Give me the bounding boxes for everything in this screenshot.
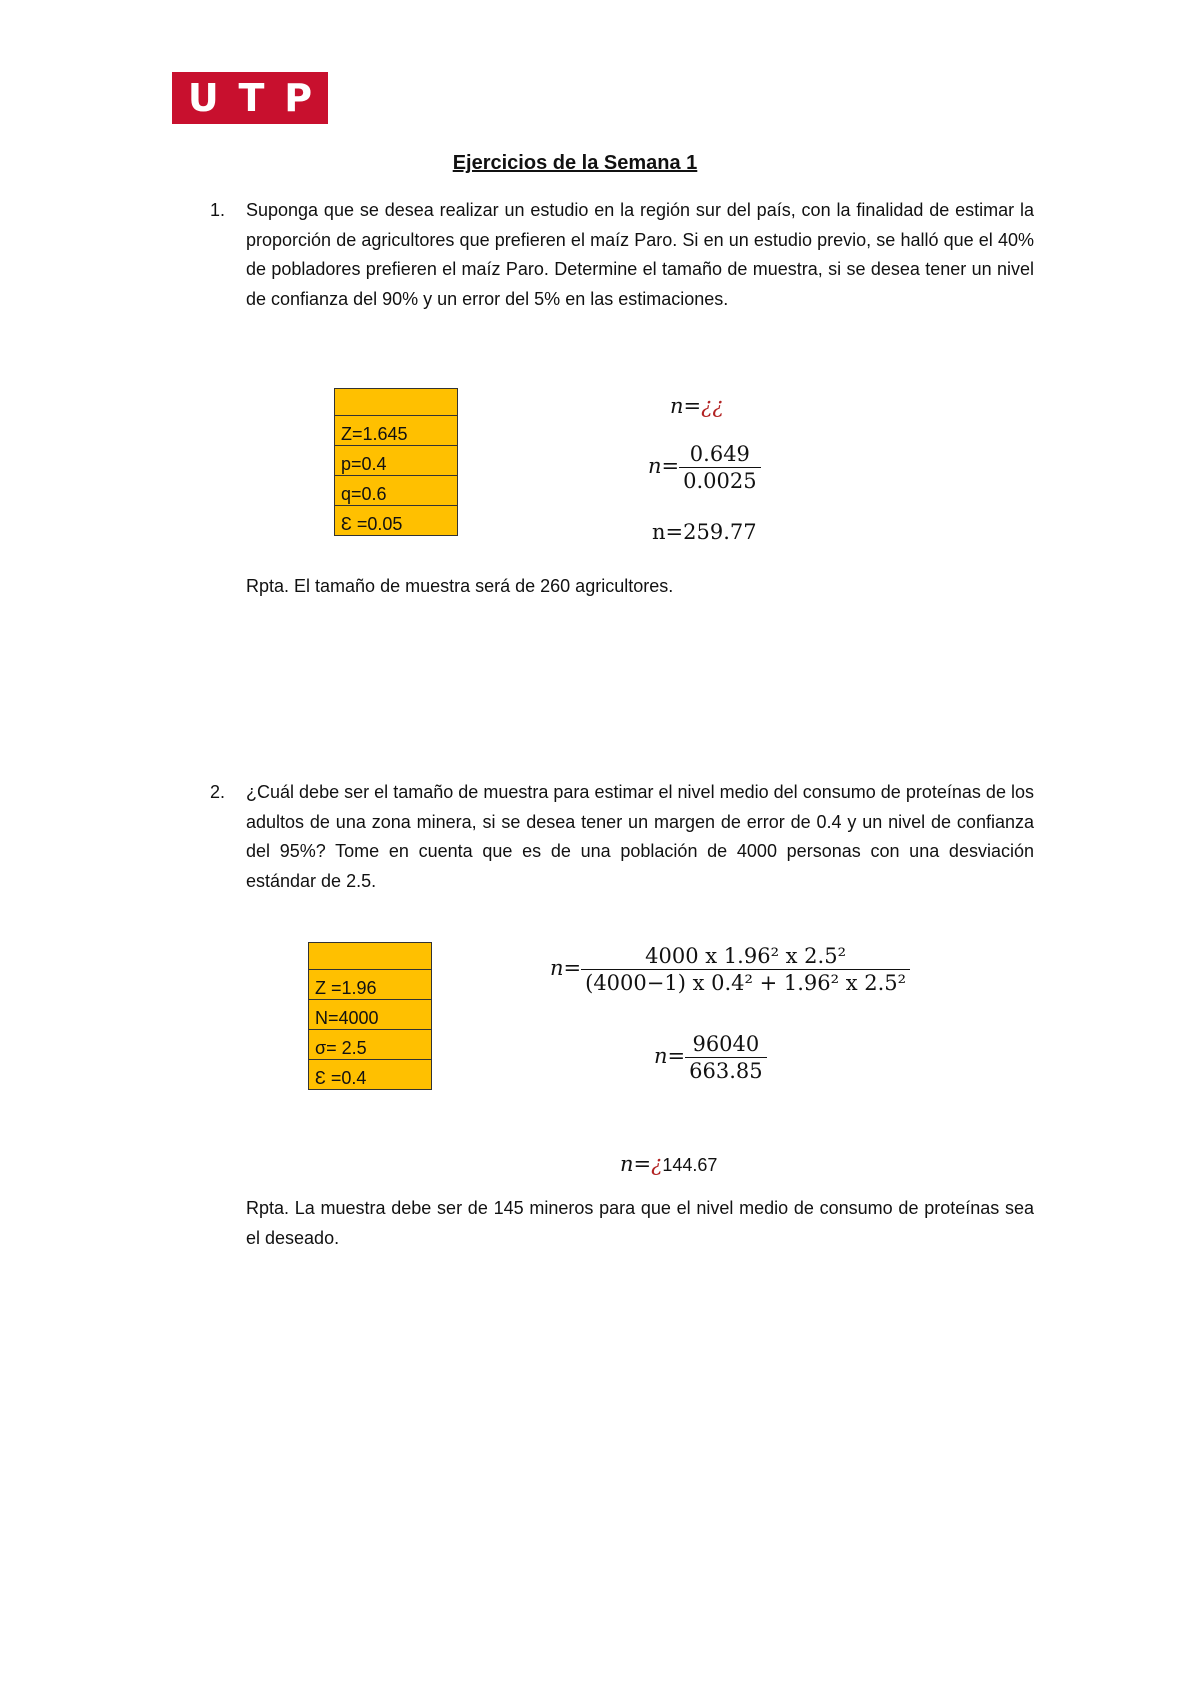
exercise-1-formula-line-2: n= $\frac{0.649}{0.0025}$: [648, 442, 761, 493]
exercise-1: [210, 196, 1034, 314]
fraction: $\frac{\text{4000 x 1.96² x 2.5²}}{\text{(4000−1) x 0.4² + 1.96² x 2.5²}}$: [581, 944, 910, 995]
exercise-1-number: 1.: [210, 200, 226, 220]
exercise-2-answer: Rpta. La muestra debe ser de 145 mineros para que el nivel medio de consumo de proteínas sea el deseado.: [246, 1198, 1034, 1248]
fraction: $\frac{0.649}{0.0025}$: [679, 442, 760, 493]
fraction: $\frac{96040}{663.85}$: [685, 1032, 766, 1083]
variable-cell: Ɛ =0.05: [335, 506, 458, 536]
utp-logo: [172, 72, 328, 124]
exercise-2-formula-line-1: n= $\frac{\text{4000 x 1.96² x 2.5²}}{\text{(4000−1) x 0.4² + 1.96² x 2.5²}}$: [550, 944, 910, 995]
variable-cell: Ɛ =0.4: [309, 1060, 432, 1090]
variable-cell: Z =1.96: [309, 970, 432, 1000]
exercise-2-text: ¿Cuál debe ser el tamaño de muestra para estimar el nivel medio del consumo de proteínas de los adultos de una zona minera, si se desea tener un margen de error de 0.4 y un nivel de confianza del 95%? Tome en cuenta que es de una población de 4000 personas con una desviación estándar de 2.5.: [246, 782, 1034, 891]
exercise-2-variables-table: [308, 942, 432, 1090]
exercise-2: [210, 778, 1034, 896]
variable-cell: σ= 2.5: [309, 1030, 432, 1060]
variable-cell: p=0.4: [335, 446, 458, 476]
logo-letter-t: T: [238, 76, 265, 120]
variable-cell: N=4000: [309, 1000, 432, 1030]
exercise-2-number: 2.: [210, 782, 226, 802]
logo-letter-u: U: [187, 76, 219, 120]
exercise-1-formula-line-3: n=259.77: [652, 520, 757, 544]
exercise-1-formula-line-1: n=¿¿: [670, 394, 724, 418]
page-title: Ejercicios de la Semana 1: [452, 152, 698, 174]
variable-cell: q=0.6: [335, 476, 458, 506]
logo-letter-p: P: [284, 76, 313, 120]
variable-cell: Z=1.645: [335, 416, 458, 446]
exercise-1-variables-table: [334, 388, 458, 536]
exercise-2-formula-line-2: n= $\frac{96040}{663.85}$: [654, 1032, 767, 1083]
exercise-1-answer: Rpta. El tamaño de muestra será de 260 agricultores.: [246, 576, 674, 596]
exercise-2-formula-line-3: n=¿144.67: [620, 1152, 718, 1176]
exercise-1-text: Suponga que se desea realizar un estudio en la región sur del país, con la finalidad de estimar la proporción de agricultores que prefieren el maíz Paro. Si en un estudio previo, se halló que el 40% de pobladores prefieren el maíz Paro. Determine el tamaño de muestra, si se desea tener un nivel de confianza del 90% y un error del 5% en las estimaciones.: [246, 200, 1034, 309]
